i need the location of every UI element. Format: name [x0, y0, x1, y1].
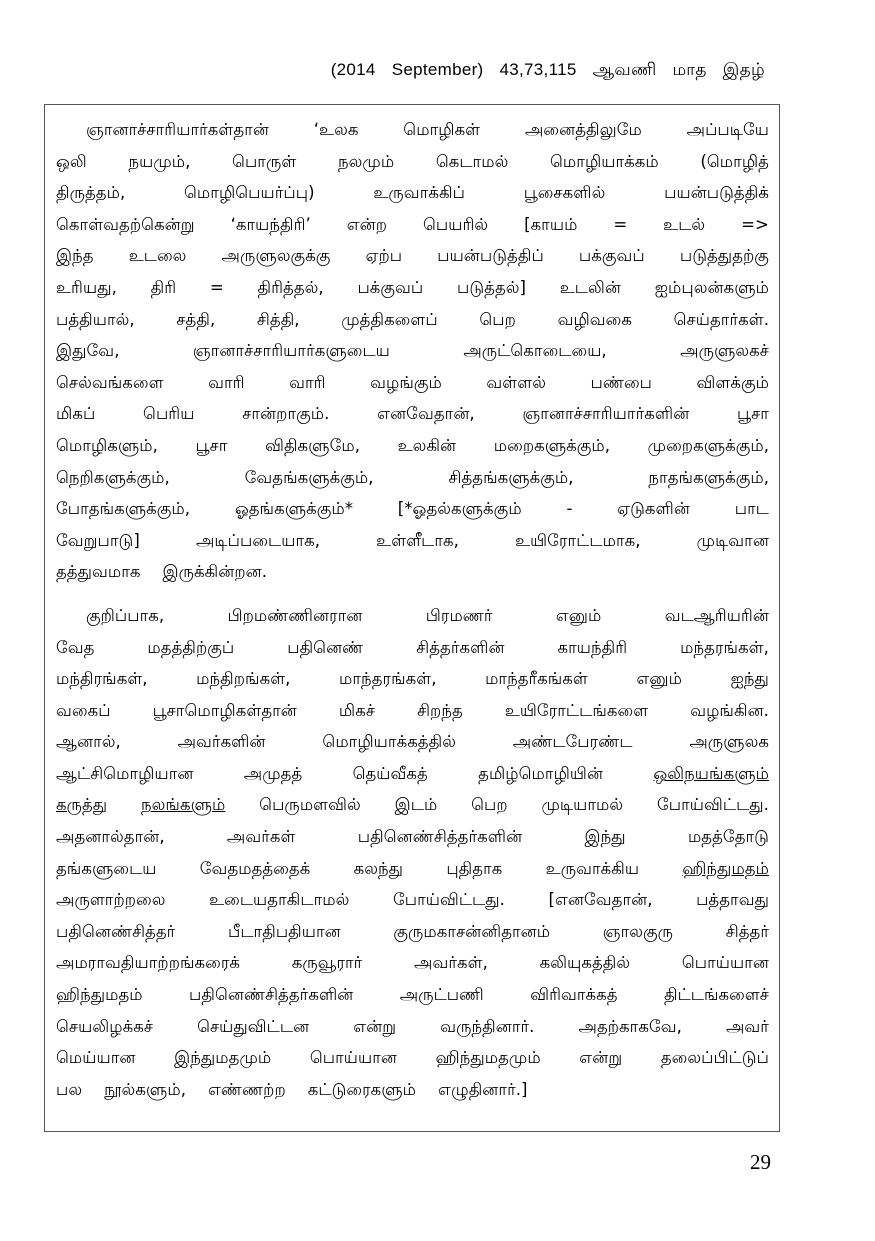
word: சத்தி, [176, 309, 216, 329]
word: உடல் [663, 214, 706, 234]
text-line [56, 272, 769, 304]
word: முடியாமல் [541, 795, 624, 815]
word: என்று [353, 1016, 397, 1036]
word: பொய்யான [681, 953, 769, 973]
word: கலந்து [353, 858, 404, 878]
word: சான்றாகும். [242, 404, 330, 424]
word: அதற்காகவே, [578, 1016, 682, 1036]
text-line [56, 695, 769, 727]
word: தெய்வீகத் [352, 763, 428, 783]
word: அவர்களின் [177, 732, 266, 752]
word: பெற [471, 795, 508, 815]
word: வழங்கும் [370, 372, 442, 392]
word: சிறந்த [417, 700, 463, 720]
body-text [56, 114, 769, 1105]
text-line [56, 462, 769, 494]
word: கொள்வதற்கென்று [56, 214, 195, 234]
word: செய்துவிட்டன [197, 1016, 310, 1036]
word: அண்டபேரண்ட [512, 732, 633, 752]
word: உருவாக்கிப் [373, 183, 465, 203]
word: உயிரோட்டங்களை [504, 700, 649, 720]
word: வாரி [208, 372, 245, 392]
word: ஞானாச்சாரியார்களுடைய [192, 341, 390, 361]
word: பல [56, 1079, 83, 1099]
text-line [56, 209, 769, 241]
word: போய்விட்டது. [392, 890, 505, 910]
word: அமராவதியாற்றங்கரைக் [56, 953, 241, 973]
word: மந்தரங்கள், [680, 637, 769, 657]
word: குறிப்பாக, [86, 605, 165, 625]
header-part: இதழ் [722, 60, 765, 79]
word: மொழிகளும், [56, 435, 158, 455]
word: எனும் [636, 669, 682, 689]
text-line [56, 821, 769, 853]
text-line [56, 1011, 769, 1043]
word: தங்களுடைய [56, 858, 157, 878]
word: படுத்துதற்கு [679, 246, 769, 266]
word: வேத [56, 637, 95, 657]
word: அருட்பணி [399, 985, 484, 1005]
word: [*ஓதல்களுக்கும் [397, 499, 522, 519]
word: மொழியாக்கத்தில் [322, 732, 456, 752]
word: அடிப்படையாக, [195, 530, 321, 550]
word: பத்தாவது [696, 890, 769, 910]
word: திரி [150, 277, 177, 297]
word: வேறுபாடு] [56, 530, 140, 550]
word: விளக்கும் [696, 372, 769, 392]
word: = [209, 277, 224, 297]
word: அவர்கள் [226, 827, 296, 847]
text-line [56, 726, 769, 758]
text-line [56, 789, 769, 821]
word: ஞாலகுரு [602, 921, 674, 941]
text-line [56, 146, 769, 178]
word: மதத்தோடு [687, 827, 769, 847]
page-header [150, 60, 765, 82]
word: செயலிழக்கச் [56, 1016, 154, 1036]
word: அதனால்தான், [56, 827, 165, 847]
text-line [56, 916, 769, 948]
word: முத்திகளைப் [341, 309, 438, 329]
word: பூசாமொழிகள்தான் [152, 700, 297, 720]
word: அமுதத் [243, 763, 303, 783]
word: மறைகளுக்கும், [493, 435, 611, 455]
text-line [56, 367, 769, 399]
word: திட்டங்களைச் [663, 985, 769, 1005]
word: மிகப் [56, 404, 96, 424]
word: வள்ளல் [486, 372, 546, 392]
word: சித்தர் [725, 921, 769, 941]
word: வடஆரியரின் [664, 605, 769, 625]
word: பதினெண்சித்தர் [56, 921, 176, 941]
word: தத்துவமாக [56, 562, 141, 582]
word: பெரிய [143, 404, 195, 424]
word: பக்குவப் [578, 246, 645, 266]
word: தலைப்பிட்டுப் [660, 1048, 769, 1068]
page-number: 29 [750, 1150, 771, 1174]
word: அவர்கள், [414, 953, 488, 973]
text-line [56, 304, 769, 336]
word: அருளுலகுக்கு [221, 246, 331, 266]
word: உள்ளீடாக, [376, 530, 459, 550]
word: ஓதங்களுக்கும்* [234, 499, 354, 519]
word: மாந்தரீகங்கள் [485, 669, 588, 689]
word: மிகச் [338, 700, 376, 720]
word: = [613, 214, 628, 234]
paragraph-2 [56, 600, 769, 1106]
word: இந்துமதமும் [174, 1048, 272, 1068]
text-line [56, 600, 769, 632]
word: ஹிந்துமதம் [56, 985, 143, 1005]
word: (மொழித் [700, 151, 769, 171]
word: வழிவகை [557, 309, 632, 329]
word: என்று [579, 1048, 623, 1068]
word: பக்குவப் [357, 277, 424, 297]
word: ஹிந்துமதம் [682, 858, 769, 878]
word: ஏற்ப [365, 246, 403, 266]
word: திருத்தம், [56, 183, 126, 203]
word: எண்ணற்ற [207, 1079, 286, 1099]
text-line [56, 114, 769, 146]
word: இருக்கின்றன. [162, 562, 268, 582]
word: பெயரில் [422, 214, 489, 234]
text-line [56, 1074, 769, 1106]
word: [காயம் [524, 214, 578, 234]
word: நெறிகளுக்கும், [56, 467, 170, 487]
word: போய்விட்டது. [656, 795, 769, 815]
word: போதங்களுக்கும், [56, 499, 191, 519]
word: வாரி [289, 372, 326, 392]
word: உடலின் [559, 277, 622, 297]
word: பூசா [195, 435, 228, 455]
word: பயன்படுத்திப் [437, 246, 544, 266]
text-line [56, 663, 769, 695]
header-part: மாத [672, 60, 707, 79]
text-line [56, 556, 769, 588]
word: மந்திறங்கள், [196, 669, 291, 689]
word: ஏடுகளின் [617, 499, 690, 519]
word: கருவூரார் [291, 953, 363, 973]
word: நலங்களும் [141, 795, 226, 815]
word: காயந்திரி [557, 637, 628, 657]
word: ‘உலக [313, 120, 359, 139]
word: பத்தியால், [56, 309, 135, 329]
word: ஹிந்துமதமும் [435, 1048, 541, 1068]
word: ஆனால், [56, 732, 121, 752]
word: ஐந்து [730, 669, 769, 689]
word: அருளுலக [689, 732, 769, 752]
word: குருமகாசன்னிதானம் [393, 921, 551, 941]
word: என்ற [346, 214, 388, 234]
header-part: September) [391, 60, 484, 79]
word: பொய்யான [309, 1048, 397, 1068]
word: வேதங்களுக்கும், [244, 467, 374, 487]
word: செல்வங்களை [56, 372, 164, 392]
text-line [56, 853, 769, 885]
word: கெடாமல் [435, 151, 509, 171]
word: விரிவாக்கத் [530, 985, 618, 1005]
paragraph-1 [56, 114, 769, 588]
header-part: 43,73,115 [499, 60, 577, 79]
word: உலகின் [397, 435, 457, 455]
word: பீடாதிபதியான [228, 921, 341, 941]
word: பிறமண்ணினரான [227, 605, 363, 625]
text-line [56, 884, 769, 916]
word: பொருள் [232, 151, 297, 171]
word: அனைத்திலுமே [524, 120, 642, 139]
word: மொழியாக்கம் [550, 151, 659, 171]
word: பெற [479, 309, 516, 329]
text-line [56, 947, 769, 979]
text-line [56, 632, 769, 664]
word: நாதங்களுக்கும், [648, 467, 769, 487]
word: எழுதினார்.] [438, 1079, 528, 1099]
word: => [741, 214, 769, 234]
word: மந்திரங்கள், [56, 669, 148, 689]
text-line [56, 398, 769, 430]
word: விதிகளுமே, [265, 435, 360, 455]
word: கருத்து [56, 795, 108, 815]
word: திரித்தல், [257, 277, 324, 297]
word: வகைப் [56, 700, 111, 720]
word: பதினெண்சித்தர்களின் [189, 985, 354, 1005]
word: மெய்யான [56, 1048, 136, 1068]
word: அருளுலகச் [680, 341, 769, 361]
word: உடையதாகிடாமல் [209, 890, 350, 910]
word: உரியது, [56, 277, 117, 297]
word: அருளாற்றலை [56, 890, 166, 910]
word: நயமும், [128, 151, 191, 171]
word: சித்தி, [256, 309, 300, 329]
word: பிரமணர் [425, 605, 493, 625]
word: வருந்தினார். [440, 1016, 535, 1036]
word: ஆட்சிமொழியான [56, 763, 194, 783]
word: உருவாக்கிய [545, 858, 640, 878]
word: சித்தங்களுக்கும், [448, 467, 574, 487]
word: நலமும் [337, 151, 395, 171]
word: பாட [734, 499, 769, 519]
word: கட்டுரைகளும் [307, 1079, 417, 1099]
paragraph-gap [56, 588, 769, 600]
word: இடம் [394, 795, 438, 815]
word: பெருமளவில் [259, 795, 361, 815]
word: நூல்களும், [104, 1079, 186, 1099]
word: அருட்கொடையை, [463, 341, 607, 361]
word: பூசைகளில் [523, 183, 606, 203]
word: இந்து [584, 827, 626, 847]
word: [எனவேதான், [548, 890, 653, 910]
word: உயிரோட்டமாக, [515, 530, 641, 550]
header-part: (2014 [330, 60, 376, 79]
word: படுத்தல்] [457, 277, 527, 297]
word: இதுவே, [56, 341, 120, 361]
word: பண்பை [590, 372, 652, 392]
word: பதினெண் [287, 637, 364, 657]
word: பயன்படுத்திக் [664, 183, 769, 203]
word: தமிழ்மொழியின் [478, 763, 604, 783]
text-line [56, 493, 769, 525]
word: பூசா [737, 404, 769, 424]
word: - [566, 499, 573, 519]
text-line [56, 525, 769, 557]
word: பதினெண்சித்தர்களின் [357, 827, 523, 847]
word: மாந்தரங்கள், [339, 669, 437, 689]
text-line [56, 430, 769, 462]
word: ஞானாச்சாரியார்கள்தான் [86, 120, 269, 139]
word: மொழிகள் [403, 120, 481, 139]
word: எனவேதான், [377, 404, 475, 424]
text-line [56, 335, 769, 367]
text-line [56, 758, 769, 790]
word: அப்படியே [686, 120, 769, 139]
word: ஐம்புலன்களும் [654, 277, 769, 297]
word: மொழிபெயர்ப்பு) [184, 183, 315, 203]
word: முடிவான [696, 530, 769, 550]
word: புதிதாக [446, 858, 503, 878]
word: கலியுகத்தில் [539, 953, 631, 973]
word: ஒலி [56, 151, 87, 171]
word: வேதமதத்தைக் [199, 858, 311, 878]
text-line [56, 1042, 769, 1074]
word: ஒலிநயங்களும் [653, 763, 769, 783]
word: சித்தர்களின் [416, 637, 505, 657]
word: செய்தார்கள். [673, 309, 769, 329]
text-line [56, 979, 769, 1011]
word: உடலை [128, 246, 187, 266]
word: ஞானாச்சாரியார்களின் [522, 404, 690, 424]
word: அவர் [725, 1016, 769, 1036]
word: முறைகளுக்கும், [647, 435, 769, 455]
text-line [56, 240, 769, 272]
header-part: ஆவணி [592, 60, 657, 79]
word: இந்த [56, 246, 94, 266]
word: மதத்திற்குப் [147, 637, 235, 657]
text-line [56, 177, 769, 209]
word: ‘காயந்திரி’ [230, 214, 311, 234]
word: வழங்கின. [690, 700, 769, 720]
word: எனும் [555, 605, 602, 625]
